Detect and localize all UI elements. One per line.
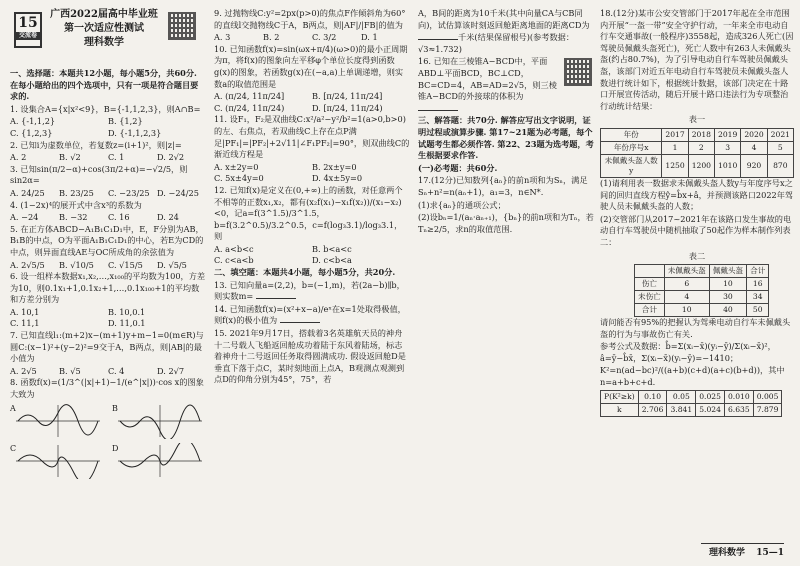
option: D. √5/5	[157, 259, 187, 270]
table-1-title: 表一	[688, 114, 706, 125]
option: B. 23/25	[59, 187, 94, 198]
option: D. {-1,1,2,3}	[108, 127, 162, 138]
question-9: 9. 过抛物线C:y²=2px(p>0)的焦点F作倾斜角为60°的直线l交抛物线C于A，B两点，则|AF|/|FB|的值为	[214, 8, 406, 30]
table-cell: 3	[715, 141, 741, 154]
question-7-options	[10, 366, 206, 378]
option: C. 3/2	[312, 32, 337, 43]
badge-number: 15	[18, 15, 38, 31]
paper-number-badge	[14, 12, 42, 48]
option: C. 5x±4y=0	[214, 173, 264, 184]
graph-label: D	[112, 443, 119, 453]
question-2-options	[10, 152, 206, 164]
graph-label: A	[10, 403, 16, 413]
option: A. 2√5/5	[10, 259, 45, 270]
option: D. −24/25	[157, 187, 199, 198]
question-4: 4. (1−2x)⁴的展开式中含x³的系数为	[10, 199, 142, 210]
table-cell: 50	[747, 304, 769, 317]
option: C. 11,1	[10, 318, 40, 329]
table-cell: 30	[709, 291, 746, 304]
table-cell: 合计	[747, 265, 769, 278]
question-17-part-2: (2)设bₙ=1/(aₙ·aₙ₊₁)，{bₙ}的前n项和为Tₙ，若Tₙ≥2/5，求n的取值范围.	[418, 212, 594, 234]
table-row	[601, 390, 782, 403]
table-cell: 16	[747, 278, 769, 291]
section-3-heading: 三、解答题：共70分. 解答应写出文字说明，证明过程或演算步骤. 第17~21题为必考题，每个试题考生都必须作答. 第22、23题为选考题，考生根据要求作答.	[418, 115, 594, 161]
graph-b-curve	[112, 403, 206, 439]
qr-code-icon	[168, 12, 196, 40]
graph-label: B	[112, 403, 118, 413]
column-1	[10, 8, 206, 481]
option: B. [π/24, 11π/24]	[312, 91, 383, 102]
graph-option-b	[112, 403, 206, 439]
table-cell: 0.05	[667, 390, 696, 403]
option: C. 4	[108, 365, 125, 376]
question-15: 15. 2021年9月17日，搭载着3名英雄航天员的神舟十二号载人飞船返回舱成功着陆于东风着陆场，标志着神舟十二号返回任务取得圆满成功. 假设返回舱D是垂直下落于点C，某时刻地面上点A，B观测点观测到点D的仰角分别为45°，75°，若	[214, 328, 406, 385]
question-13	[214, 280, 410, 303]
table-cell: 2	[688, 141, 714, 154]
table-2-title: 表二	[688, 250, 706, 261]
answer-blank	[280, 322, 320, 323]
question-8-graphs	[10, 403, 206, 479]
question-11: 11. 设F₁，F₂是双曲线C:x²/a²−y²/b²=1(a>0,b>0)的左、右焦点，若双曲线C上存在点P满足|PF₁|=|PF₂|+2√11|∠F₁PF₂|=90°，则双曲线C的渐近线方程是	[214, 114, 410, 160]
table-cell: 34	[747, 291, 769, 304]
question-1-options	[10, 116, 206, 139]
table-cell: 3.841	[667, 403, 696, 416]
table-cell: 1	[662, 141, 688, 154]
question-3-options	[10, 188, 206, 200]
question-12: 12. 已知f(x)是定义在(0,+∞)上的函数，对任意两个不相等的正数x₁,x₂，都有(x₂f(x₁)−x₁f(x₂))/(x₁−x₂)<0，记a=f(3^1.5)/3^1.5，b=f(3.2^0.5)/3.2^0.5，c=f(log₃3.1)/log₃3.1，则	[214, 184, 403, 242]
option: B. {1,2}	[108, 116, 143, 127]
question-18: 18.(12分)某市公安交管部门于2017年起在全市范围内开展“一盔一带”安全守护行动，一年来全市电动自行车交通事故(一般程序)3558起，造成326人死亡(因驾驶员佩戴头盔死亡)，死亡人数中有263人未佩戴头盔(约占80.7%)，为了引导电动自行车驾驶员佩戴头盔，该部门对近五年电动自行车驾驶员未佩戴头盔人数进行统计如下，根据统计数据，该部门决定在十路口开展宣传活动，随后开展十路口违法行为专项整治行动统计结果：	[600, 8, 794, 111]
unit-text: 千米(结果保留根号)(参考数据：√3≈1.732)	[418, 32, 575, 54]
question-5-options	[10, 260, 206, 272]
option: A. 24/25	[10, 187, 45, 198]
table-cell: 10	[709, 278, 746, 291]
option: A. 2	[10, 152, 27, 163]
table-cell: 佩戴头盔	[709, 265, 746, 278]
question-10-options	[214, 91, 410, 114]
option: D. 24	[157, 212, 179, 223]
option: B. √10/5	[59, 259, 94, 270]
table-cell: 伤亡	[635, 278, 665, 291]
column-2	[214, 8, 410, 387]
question-2: 2. 已知i为虚数单位，若复数z=(i+1)²，则|z|=	[10, 139, 182, 150]
table-cell: 4	[664, 291, 709, 304]
option: C. {1,2,3}	[10, 127, 53, 138]
exam-title	[44, 8, 164, 50]
question-7: 7. 已知直线l₁:(m+2)x−(m+1)y+m−1=0(m∈R)与圆C:(x−1)²+(y−2)²=9交于A，B两点，则|AB|的最小值为	[10, 330, 204, 364]
table-cell: 5	[767, 141, 793, 154]
table-row	[601, 141, 794, 154]
table-cell: 0.10	[638, 390, 667, 403]
option: A. −24	[10, 212, 39, 223]
question-18-part-2: (2)交管部门从2017~2021年在该路口发生事故的电动自行车驾驶员中随机抽取了50起作为样本制作列表二：	[600, 213, 792, 247]
table-cell: 0.010	[724, 390, 753, 403]
column-4	[600, 8, 794, 417]
table-row	[601, 154, 794, 177]
option: B. √2	[59, 152, 81, 163]
option: B. 2	[263, 32, 280, 43]
question-6: 6. 设一组样本数据x₁,x₂,…,x₁₀₀的平均数为100，方差为10，则0.1x₁+1,0.1x₂+1,…,0.1x₁₀₀+1的平均数和方差分别为	[10, 271, 206, 305]
footer-page-number: 15—1	[756, 548, 784, 558]
option: B. b<a<c	[312, 243, 352, 254]
option: D. 2√7	[157, 365, 185, 376]
table-cell: 920	[741, 154, 767, 177]
table-row	[635, 278, 769, 291]
option: A. 2√5	[10, 365, 37, 376]
table-row	[635, 265, 769, 278]
table-cell: 年份	[601, 128, 662, 141]
option: C. c<a<b	[214, 255, 254, 266]
question-10: 10. 已知函数f(x)=sin(ωx+π/4)(ω>0)的最小正周期为π，将f(x)的图象向左平移φ个单位长度得到函数g(x)的图象，若函数g(x)在(−a,a)上单调递增，则实数a的取值范围是	[214, 43, 408, 89]
table-cell: 年份序号x	[601, 141, 662, 154]
option: C. (π/24, 11π/24)	[214, 102, 285, 113]
question-16	[418, 56, 594, 114]
table-cell: 6	[664, 278, 709, 291]
table-row	[601, 128, 794, 141]
table-cell: k	[601, 403, 639, 416]
question-5: 5. 在正方体ABCD−A₁B₁C₁D₁中，E，F分别为AB，B₁B的中点，O为平面A₁B₁C₁D₁的中心，若E为CD的中点，则异面直线AE与OC所成角的余弦值为	[10, 223, 204, 257]
question-15-unit	[418, 32, 594, 55]
graph-option-d	[112, 443, 206, 479]
table-row	[601, 403, 782, 416]
table-cell: 2017	[662, 128, 688, 141]
reference-formula-1: 参考公式及数据：b̂=Σ(xᵢ−x̄)(yᵢ−ȳ)/Σ(xᵢ−x̄)²，â=ȳ−b̂x̄，Σ(xᵢ−x̄)(yᵢ−ȳ)=−1410；	[600, 341, 776, 363]
table-cell: 1200	[688, 154, 714, 177]
option: C. √15/5	[108, 259, 143, 270]
title-line-2: 第一次适应性测试	[64, 23, 144, 34]
question-6-options	[10, 307, 206, 330]
table-row	[635, 291, 769, 304]
question-18-part-3: 请问能否有95%的把握认为驾乘电动自行车未佩戴头盔的行为与事故伤亡有关.	[600, 317, 791, 339]
question-17-part-1: (1)求{aₙ}的通项公式；	[418, 199, 506, 210]
question-16-text: 16. 已知在三棱锥A−BCD中，平面ABD⊥平面BCD，BC⊥CD，BC=CD=4，AB=AD=2√5，则三棱锥A−BCD的外接球的体积为	[418, 56, 557, 102]
table-cell: 6.635	[724, 403, 753, 416]
graph-label: C	[10, 443, 17, 453]
table-cell: 4	[741, 141, 767, 154]
table-cell: 1010	[715, 154, 741, 177]
question-12-options	[214, 244, 410, 267]
table-cell: 2021	[767, 128, 793, 141]
title-line-1: 广西2022届高中毕业班	[50, 9, 158, 20]
table-cell: 2018	[688, 128, 714, 141]
section-2-heading: 二、填空题：本题共4小题，每小题5分，共20分.	[214, 267, 396, 278]
table-cell: P(K²≥k)	[601, 390, 639, 403]
table-cell: 合计	[635, 304, 665, 317]
graph-d-curve	[112, 443, 206, 479]
column-3	[418, 8, 594, 236]
graph-option-c	[10, 443, 104, 479]
table-cell: 7.879	[753, 403, 782, 416]
option: A. a<b<c	[214, 243, 254, 254]
exam-header	[10, 8, 206, 68]
question-11-options	[214, 162, 410, 185]
table-cell: 未佩戴头盔人数y	[601, 154, 662, 177]
table-row	[635, 304, 769, 317]
title-line-3: 理科数学	[84, 37, 124, 48]
option: D. 2√2	[157, 152, 185, 163]
answer-blank	[418, 39, 458, 40]
table-cell: 10	[664, 304, 709, 317]
answer-blank	[418, 110, 458, 111]
table-cell: 2.706	[638, 403, 667, 416]
table-cell: 0.025	[696, 390, 725, 403]
option: D. 11,0.1	[108, 318, 146, 329]
section-1-heading: 一、选择题：本题共12小题，每小题5分，共60分. 在每小题给出的四个选项中，只有一项是符合题目要求的.	[10, 68, 199, 102]
option: A. (π/24, 11π/24]	[214, 91, 285, 102]
page-footer	[701, 543, 784, 558]
graph-option-a	[10, 403, 104, 439]
reference-formula-2: K²=n(ad−bc)²/((a+b)(c+d)(a+c)(b+d))，其中n=a+b+c+d.	[600, 365, 785, 388]
option: C. 1	[108, 152, 125, 163]
qr-code-icon	[564, 58, 592, 86]
option: A. {-1,1,2}	[10, 116, 56, 127]
table-1	[600, 128, 794, 178]
question-13-text: 13. 已知向量a=(2,2)，b=(−1,m)，若(2a−b)∥b，则实数m=	[214, 279, 405, 302]
question-1: 1. 设集合A={x|x²<9}，B={-1,1,2,3}，则A∩B=	[10, 103, 201, 114]
option: A. 10,1	[10, 306, 40, 317]
question-15-continued: A，B间的距离为10千米(其中向量CA与CB同向)，试估算该时刻返回舱距离地面的距离CD为	[418, 8, 590, 30]
badge-subtitle: 交流卷	[16, 32, 40, 40]
question-18-part-1: (1)请利用表一数据求未佩戴头盔人数y与年度序号x之间的回归直线方程ŷ=b̂x+â，并预测该路口2022年驾驶人员未佩戴头盔的人数；	[600, 177, 794, 212]
required-subheading: (一)必考题：共60分.	[418, 162, 498, 173]
table-cell: 2020	[741, 128, 767, 141]
option: B. −32	[59, 212, 88, 223]
option: D. 4x±5y=0	[312, 173, 363, 184]
option: B. 10,0.1	[108, 306, 146, 317]
table-2	[634, 264, 769, 317]
table-cell: 未佩戴头盔	[664, 265, 709, 278]
table-cell: 870	[767, 154, 793, 177]
option: A. 3	[214, 32, 231, 43]
option: D. [π/24, 11π/24)	[312, 102, 383, 113]
option: C. −23/25	[108, 187, 150, 198]
graph-a-curve	[10, 403, 104, 439]
table-cell: 5.024	[696, 403, 725, 416]
option: A. x±2y=0	[214, 161, 259, 172]
table-cell: 0.005	[753, 390, 782, 403]
table-3	[600, 390, 782, 417]
question-8: 8. 函数f(x)=(1/3^(|x|+1)−1/(e^|x|))·cos x的图象大致为	[10, 377, 204, 400]
table-cell: 未伤亡	[635, 291, 665, 304]
footer-subject: 理科数学	[709, 548, 746, 558]
question-17: 17.(12分)已知数列{aₙ}的前n项和为Sₙ，满足Sₙ+n²=n(aₙ+1)，a₁=3，n∈N*.	[418, 175, 588, 197]
table-cell: 40	[709, 304, 746, 317]
option: B. √5	[59, 365, 81, 376]
option: D. 1	[361, 32, 378, 43]
option: D. c<b<a	[312, 255, 352, 266]
question-14	[214, 304, 410, 327]
option: B. 2x±y=0	[312, 161, 357, 172]
table-cell: 1250	[662, 154, 688, 177]
question-3: 3. 已知sin(π/2−α)+cos(3π/2+α)=−√2/5，则sin2α=	[10, 163, 188, 186]
question-14-text: 14. 已知函数f(x)=(x²+x−a)/eˣ在x=1处取得极值，则f(x)的极小值为	[214, 303, 406, 326]
question-4-options	[10, 212, 206, 224]
question-9-options	[214, 32, 410, 44]
answer-blank	[256, 298, 296, 299]
graph-c-curve	[10, 443, 104, 479]
option: C. 16	[108, 212, 130, 223]
table-cell	[635, 265, 665, 278]
table-cell: 2019	[715, 128, 741, 141]
